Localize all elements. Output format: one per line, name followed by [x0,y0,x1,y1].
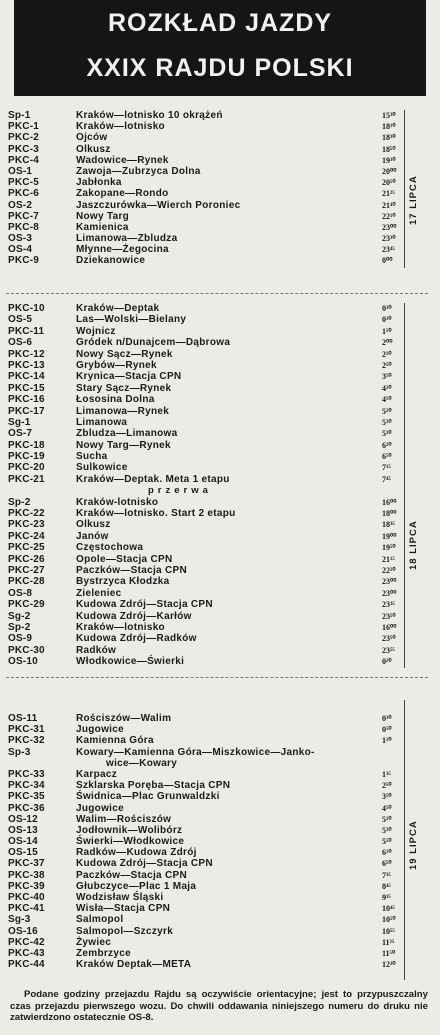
stage-code: PKC-18 [8,439,45,451]
stage-location: Kudowa Zdrój—Karłów [76,610,192,622]
stage-code: OS-8 [8,587,33,599]
schedule-row [8,825,426,836]
schedule-row [8,326,426,337]
stage-time: 3⁵⁰ [382,372,392,382]
stage-code: PKC-37 [8,858,45,870]
stage-code: OS-12 [8,813,38,825]
stage-code: PKC-25 [8,542,45,554]
schedule-row [8,497,426,508]
schedule-row [8,769,426,780]
stage-code: PKC-4 [8,154,40,166]
stage-time: 2⁵⁰ [382,360,392,370]
schedule-row [8,337,426,348]
section-separator [6,677,428,678]
schedule-row [8,462,426,473]
stage-time: 5²⁰ [382,406,392,416]
schedule-row [8,519,426,530]
schedule-row [8,144,426,155]
stage-time: 0³⁰ [382,304,392,313]
stage-code: PKC-9 [8,255,40,267]
stage-location: Las—Wolski—Bielany [76,314,187,326]
stage-time: 8⁴⁵ [382,881,391,891]
stage-time: 23⁴⁵ [382,245,395,255]
stage-time: 16⁰⁰ [382,497,397,507]
stage-location: Sucha [76,451,108,463]
stage-location: Walim—Rościszów [76,813,172,825]
stage-location: Limanowa—Rynek [76,405,170,417]
schedule-row [8,780,426,791]
stage-time: 7⁴⁵ [382,474,391,484]
stage-location: Paczków—Stacja CPN [76,564,187,576]
stage-location: Żywiec [76,936,112,948]
schedule-row [8,791,426,802]
stage-time: 6¹⁰ [382,848,392,858]
stage-location: Olkusz [76,519,111,531]
stage-code: PKC-26 [8,553,45,565]
stage-time: 0³⁰ [382,315,392,325]
stage-time: 18³⁵ [382,520,395,530]
stage-location: Włodkowice—Świerki [76,656,185,668]
schedule-row [8,735,426,746]
schedule-row [8,836,426,847]
stage-location: Szklarska Poręba—Stacja CPN [76,780,231,792]
stage-time: 2⁰⁰ [382,338,393,348]
stage-code: OS-7 [8,428,33,440]
stage-location: Paczków—Stacja CPN [76,869,187,881]
stage-time: 23⁵⁰ [382,634,396,644]
stage-time: 7¹⁵ [382,463,391,473]
stage-location: Kudowa Zdrój—Radków [76,633,197,645]
schedule-row [8,926,426,937]
stage-location: Olkusz [76,143,111,155]
stage-code: Sp-2 [8,621,31,633]
stage-location: Jaszczurówka—Wierch Poroniec [76,199,241,211]
schedule-row [8,406,426,417]
stage-time: 12³⁰ [382,960,396,970]
stage-time: 11²⁵ [382,937,395,947]
stage-code: OS-3 [8,233,33,245]
stage-code: PKC-34 [8,780,45,792]
stage-time: 19⁰⁰ [382,531,397,541]
stage-time: 2²⁰ [382,349,392,359]
stage-code: PKC-38 [8,869,45,881]
schedule-row [8,155,426,166]
schedule-row [8,244,426,255]
day-divider-line [404,303,405,668]
stage-location: Nowy Sącz—Rynek [76,348,173,360]
stage-code: OS-13 [8,824,38,836]
stage-code: OS-1 [8,165,33,177]
schedule-row [8,576,426,587]
schedule-row [8,847,426,858]
stage-location: Karpacz [76,768,118,780]
title-line-1: ROZKŁAD JAZDY [107,9,333,37]
stage-code: Sp-2 [8,496,31,508]
stage-code: PKC-22 [8,508,45,520]
stage-time: 23³⁰ [382,234,396,244]
stage-location: Grybów—Rynek [76,359,157,371]
stage-location: Świerki—Włodkowice [76,836,185,848]
stage-time: 5³⁰ [382,429,392,439]
stage-location: Krynica—Stacja CPN [76,371,182,383]
stage-time: 21¹⁵ [382,554,395,564]
stage-time: 20⁵⁰ [382,178,396,188]
stage-code: PKC-35 [8,791,45,803]
stage-code: OS-15 [8,847,38,859]
stage-location: Głubczyce—Plac 1 Maja [76,880,197,892]
stage-code: PKC-39 [8,880,45,892]
stage-location: Salmopol [76,914,124,926]
stage-time: 19³⁰ [382,155,396,165]
stage-code: PKC-40 [8,892,45,903]
stage-time: 23³⁵ [382,600,395,610]
stage-time: 5⁵⁰ [382,837,392,847]
stage-time: 6⁵⁰ [382,452,392,462]
stage-time: 23⁰⁰ [382,577,397,587]
schedule-row [8,542,426,553]
stage-location: Kraków—lotnisko [76,621,165,633]
schedule-row [8,903,426,914]
stage-code: OS-9 [8,633,33,645]
stage-code: PKC-10 [8,303,45,314]
stage-code: OS-11 [8,713,38,724]
stage-location: Kraków—lotnisko [76,121,165,133]
schedule-row [8,713,426,724]
stage-location: Kudowa Zdrój—Stacja CPN [76,858,213,870]
stage-time: 21⁴⁰ [382,200,396,210]
stage-location: Wadowice—Rynek [76,154,169,166]
schedule-day-3 [8,713,426,970]
stage-time: 22²⁰ [382,565,396,575]
schedule-row [8,724,426,735]
schedule-row [8,803,426,814]
stage-code: PKC-3 [8,143,40,155]
stage-location: Kudowa Zdrój—Stacja CPN [76,599,213,611]
title-banner [14,0,426,96]
stage-location: Częstochowa [76,542,144,554]
schedule-row [8,554,426,565]
stage-time: 18⁰⁰ [382,509,397,519]
schedule-row [8,440,426,451]
stage-location: Kowary—Kamienna Góra—Miszkowice—Janko- [76,746,315,758]
schedule-row [8,870,426,881]
schedule-row [8,371,426,382]
stage-location: przerwa [148,485,212,497]
schedule-row [8,814,426,825]
stage-location: Dziekanowice [76,255,146,267]
schedule-row [8,656,426,667]
schedule-row [8,611,426,622]
stage-time: 23⁰⁰ [382,222,397,232]
schedule-row [8,255,426,266]
stage-time: 1²⁰ [382,736,392,746]
stage-location: Kraków Deptak—META [76,959,192,971]
stage-location: Wisła—Stacja CPN [76,903,171,915]
stage-location: Zieleniec [76,587,122,599]
schedule-row [8,383,426,394]
footnote: Podane godziny przejazdu Rajdu są oczywiście orientacyjne; jest to przypuszczalny czas przejazdu pierwszego wozu. Do chwili oddawania niniejszego numeru do druku nie zatwierdzono ostatecznie OS-8. [10,989,428,1023]
stage-code: PKC-28 [8,576,45,588]
stage-code: Sg-3 [8,914,31,926]
day-divider-line [404,700,405,980]
stage-location: Janów [76,530,109,542]
schedule-row [8,758,426,769]
stage-time: 20⁰⁰ [382,166,397,176]
stage-code: PKC-33 [8,768,45,780]
stage-time: 3⁵⁰ [382,792,392,802]
stage-code: PKC-29 [8,599,45,611]
stage-code: PKC-2 [8,132,40,144]
stage-location: Salmopol—Szczyrk [76,925,174,937]
stage-code: PKC-43 [8,947,45,959]
stage-code: PKC-44 [8,959,45,971]
stage-location: Kraków—lotnisko 10 okrążeń [76,110,223,121]
stage-code: PKC-11 [8,325,45,337]
schedule-day-1 [8,110,426,267]
stage-code: PKC-12 [8,348,45,360]
stage-location: Gródek n/Dunajcem—Dąbrowa [76,337,231,349]
stage-time: 22¹⁰ [382,211,396,221]
schedule-row [8,314,426,325]
stage-location: Łososina Dolna [76,394,155,406]
stage-time: 10⁵⁵ [382,926,395,936]
schedule-row [8,959,426,970]
stage-location: Kraków—Deptak. Meta 1 etapu [76,473,230,485]
stage-code: PKC-15 [8,382,45,394]
stage-code: PKC-27 [8,564,45,576]
stage-time: 5¹⁰ [382,814,392,824]
stage-code: PKC-23 [8,519,45,531]
stage-location: wice—Kowary [106,757,178,769]
stage-code: OS-16 [8,925,38,937]
stage-location: Wojnicz [76,325,116,337]
schedule-row [8,110,426,121]
stage-code: PKC-19 [8,451,45,463]
schedule-row [8,948,426,959]
schedule-row [8,360,426,371]
schedule-day-2 [8,303,426,668]
stage-time: 9³⁵ [382,893,391,902]
day-label-18: 18 LIPCA [408,520,419,570]
stage-time: 2⁵⁰ [382,781,392,791]
stage-time: 18¹⁰ [382,122,396,132]
stage-location: Jabłonka [76,177,122,189]
stage-time: 0²⁰ [382,657,392,667]
stage-code: PKC-21 [8,473,45,485]
schedule-row [8,531,426,542]
stage-location: Stary Sącz—Rynek [76,382,172,394]
stage-code: PKC-5 [8,177,40,189]
stage-location: Rościszów—Walim [76,713,172,724]
stage-time: 11⁵⁰ [382,948,396,958]
schedule-row [8,394,426,405]
day-label-17: 17 LIPCA [408,175,419,225]
stage-time: 4²⁰ [382,383,392,393]
stage-location: Kraków-lotnisko [76,496,159,508]
schedule-row [8,485,426,496]
stage-time: 6⁵⁰ [382,859,392,869]
schedule-row [8,892,426,903]
schedule-row [8,132,426,143]
schedule-row [8,914,426,925]
schedule-row [8,508,426,519]
stage-code: OS-14 [8,836,38,848]
stage-code: Sg-2 [8,610,31,622]
stage-code: OS-10 [8,656,38,668]
schedule-row [8,417,426,428]
stage-location: Młynne—Żegocina [76,244,169,256]
stage-time: 7³⁵ [382,870,391,880]
stage-location: Zbludza—Limanowa [76,428,178,440]
stage-code: PKC-31 [8,724,45,736]
stage-time: 4⁵⁰ [382,803,392,813]
stage-time: 16⁰⁰ [382,622,397,632]
schedule-row [8,622,426,633]
stage-time: 10⁴⁵ [382,904,395,914]
schedule-row [8,474,426,485]
stage-time: 0³⁰ [382,714,392,723]
stage-code: PKC-32 [8,735,45,747]
schedule-row [8,303,426,314]
schedule-row [8,233,426,244]
stage-location: Zakopane—Rondo [76,188,169,200]
stage-location: Kamienica [76,221,129,233]
stage-code: PKC-20 [8,462,45,474]
stage-location: Zembrzyce [76,947,131,959]
day-label-19: 19 LIPCA [408,820,419,870]
stage-location: Radków—Kudowa Zdrój [76,847,197,859]
stage-code: PKC-36 [8,802,45,814]
stage-location: Ojców [76,132,108,144]
stage-location: Nowy Targ—Rynek [76,439,171,451]
schedule-row [8,645,426,656]
stage-location: Kamienna Góra [76,735,154,747]
stage-location: Limanowa—Zbludza [76,233,178,245]
stage-time: 1⁵⁰ [382,326,392,336]
stage-time: 0⁰⁰ [382,256,393,266]
stage-code: OS-2 [8,199,33,211]
schedule-row [8,599,426,610]
stage-code: PKC-42 [8,936,45,948]
stage-code: PKC-1 [8,121,40,133]
schedule-row [8,121,426,132]
stage-location: Kraków—Deptak [76,303,160,314]
schedule-row [8,211,426,222]
schedule-row [8,747,426,758]
stage-code: PKC-30 [8,644,45,656]
schedule-row [8,858,426,869]
schedule-row [8,200,426,211]
stage-location: Radków [76,644,117,656]
stage-time: 18³⁰ [382,133,396,143]
stage-code: Sp-1 [8,110,31,121]
stage-time: 23⁵⁰ [382,611,396,621]
title-line-2: XXIX RAJDU POLSKI [86,54,354,82]
stage-location: Jugowice [76,802,124,814]
stage-code: PKC-24 [8,530,45,542]
stage-location: Sulkowice [76,462,128,474]
stage-location: Zawoja—Zubrzyca Dolna [76,165,201,177]
stage-location: Opole—Stacja CPN [76,553,173,565]
stage-code: PKC-8 [8,221,40,233]
stage-time: 23⁰⁰ [382,588,397,598]
schedule-row [8,188,426,199]
stage-time: 21²⁵ [382,189,395,199]
stage-code: PKC-13 [8,359,45,371]
stage-location: Nowy Targ [76,210,130,222]
stage-location: Jugowice [76,724,124,736]
stage-location: Jodłownik—Wolibórz [76,824,183,836]
schedule-row [8,428,426,439]
schedule-row [8,451,426,462]
stage-time: 23⁵⁵ [382,645,395,655]
stage-time: 5³⁰ [382,825,392,835]
stage-location: Bystrzyca Kłodzka [76,576,170,588]
stage-code: PKC-14 [8,371,45,383]
schedule-row [8,881,426,892]
stage-code: PKC-7 [8,210,40,222]
stage-code: OS-5 [8,314,33,326]
stage-code: PKC-17 [8,405,45,417]
schedule-row [8,349,426,360]
stage-code: OS-4 [8,244,33,256]
stage-location: Wodzisław Śląski [76,892,164,903]
stage-time: 19⁵⁰ [382,543,396,553]
schedule-row [8,633,426,644]
schedule-row [8,565,426,576]
stage-code: PKC-16 [8,394,45,406]
stage-code: Sg-1 [8,416,31,428]
stage-time: 0⁵⁰ [382,725,392,735]
stage-time: 10⁵⁰ [382,915,396,925]
stage-time: 4⁵⁰ [382,395,392,405]
schedule-row [8,222,426,233]
stage-time: 5³⁰ [382,417,392,427]
schedule-row [8,937,426,948]
stage-location: Kraków—lotnisko. Start 2 etapu [76,508,236,520]
schedule-row [8,166,426,177]
stage-time: 18⁵⁰ [382,144,396,154]
stage-time: 1³⁵ [382,769,391,779]
stage-location: Świdnica—Plac Grunwaldzki [76,791,220,803]
stage-location: Limanowa [76,416,128,428]
schedule-row [8,588,426,599]
schedule-row [8,177,426,188]
stage-code: Sp-3 [8,746,31,758]
stage-code: PKC-6 [8,188,40,200]
stage-time: 15³⁰ [382,111,396,120]
day-divider-line [404,110,405,268]
section-separator [6,293,428,294]
stage-code: OS-6 [8,337,33,349]
stage-code: PKC-41 [8,903,45,915]
stage-time: 6²⁰ [382,440,392,450]
